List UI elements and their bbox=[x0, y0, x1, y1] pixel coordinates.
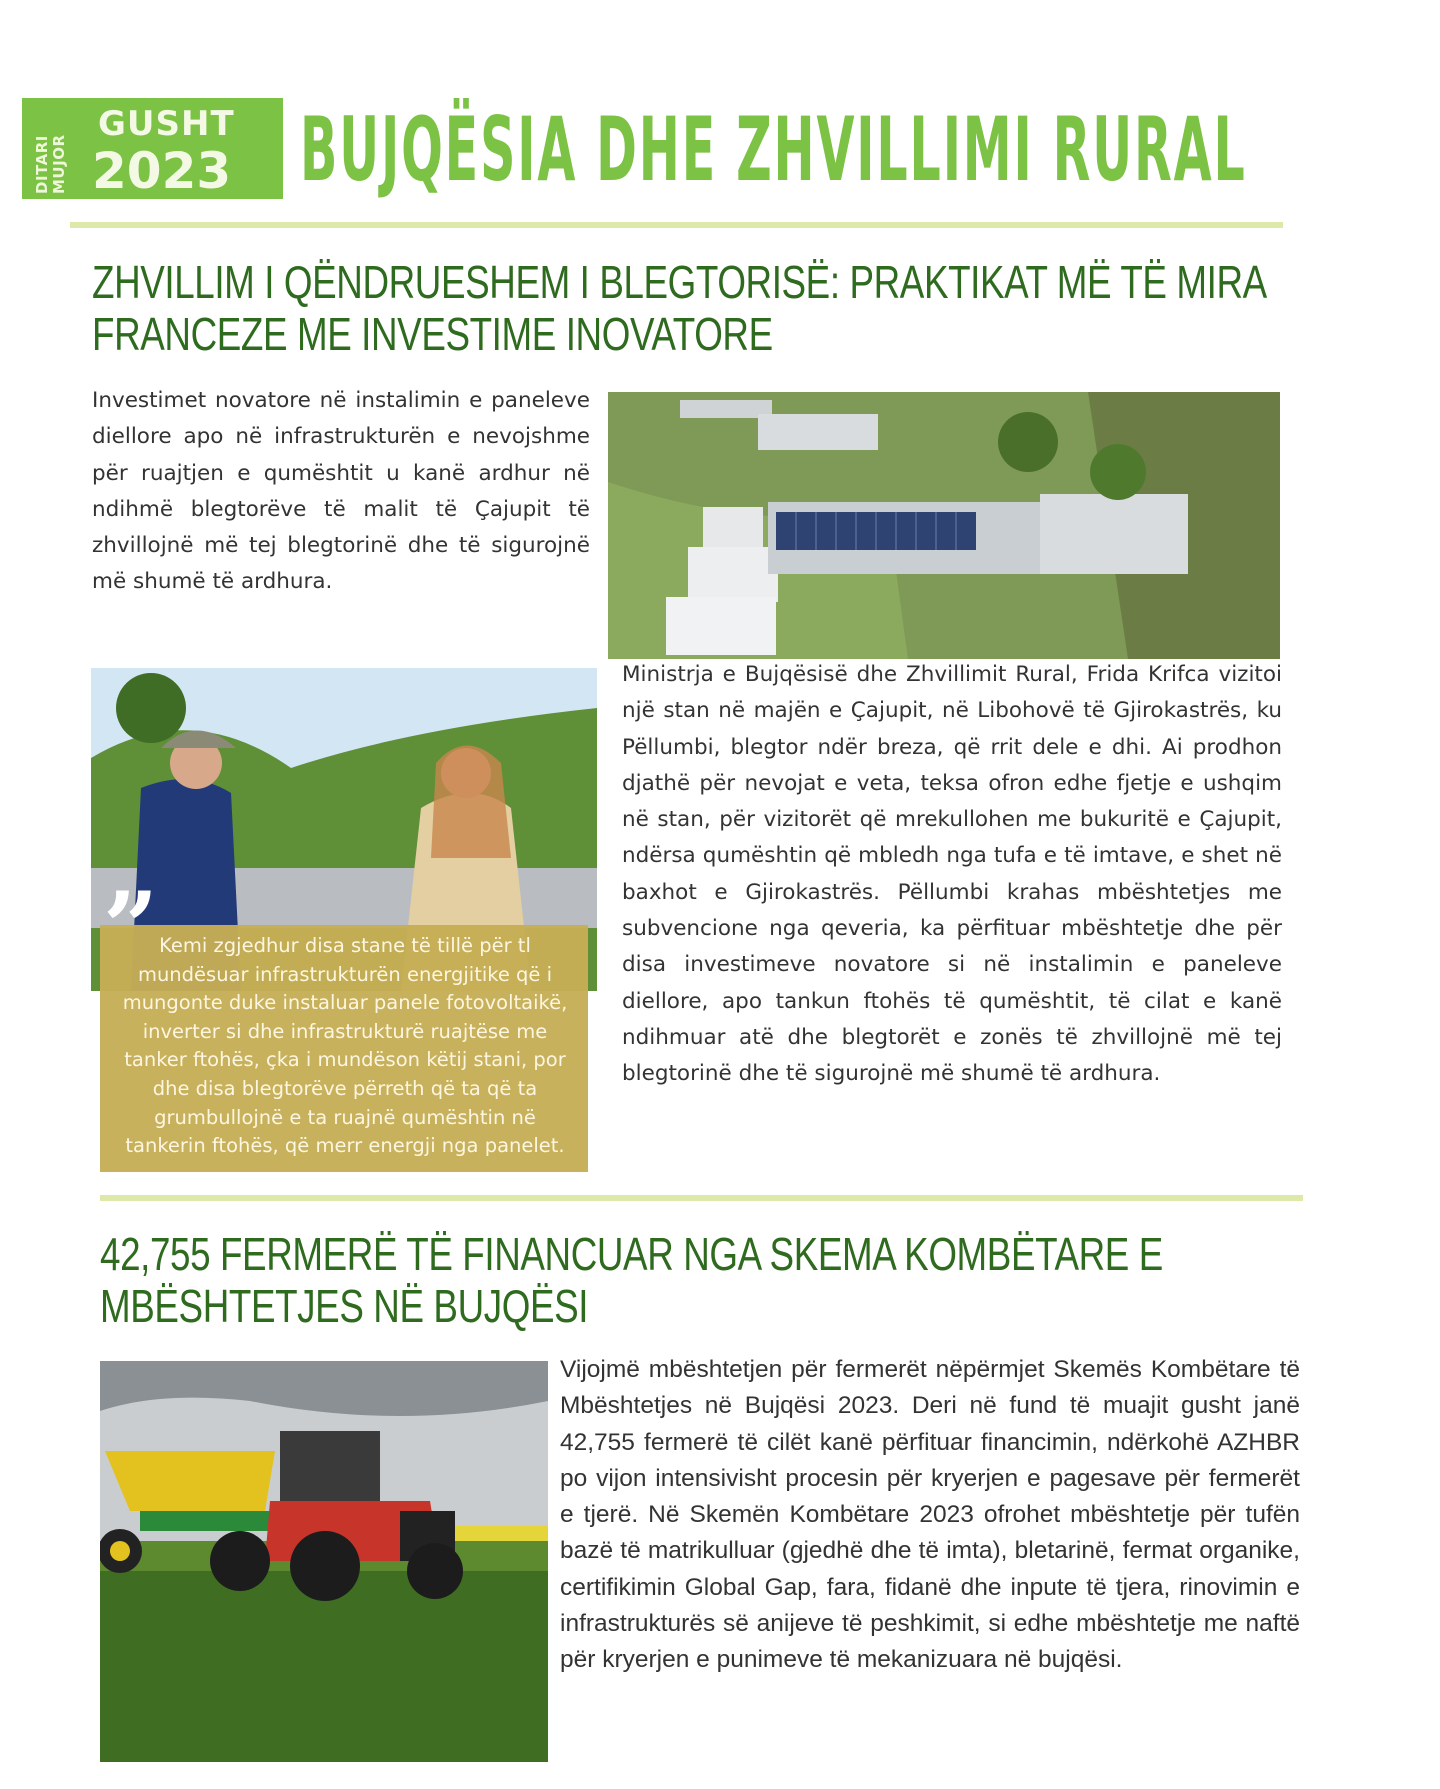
vertical-label-ditari: DITARI bbox=[33, 135, 51, 194]
section-divider bbox=[100, 1195, 1303, 1201]
farm-photo-illustration bbox=[608, 392, 1280, 659]
issue-year: 2023 bbox=[92, 142, 232, 200]
vertical-label-mujor: MUJOR bbox=[50, 134, 68, 194]
article1-title bbox=[92, 256, 1267, 360]
section-title: BUJQËSIA DHE ZHVILLIMI RURAL bbox=[300, 98, 1247, 201]
aerial-farm-photo bbox=[608, 392, 1280, 659]
tractor-photo bbox=[100, 1361, 548, 1762]
article2-body: Vijojmë mbështetjen për fermerët nëpërmjet Skemës Kombëtare të Mbështetjes në Bujqësi 2023. Deri në fund të muajit gusht janë 42,755 fermerë të cilët kanë përfituar financimin, ndërkohë AZHBR po vijon intensivisht procesin për kryerjen e pagesave për fermerët e tjerë. Në Skemën Kombëtare 2023 ofrohet mbështetje për tufën bazë të matrikulluar (gjedhë dhe të imta), bletarinë, fermat organike, certifikimin Global Gap, fara, fidanë dhe inpute të tjera, rinovimin e infrastrukturës së anijeve të peshkimit, si edhe mbështetje me naftë për kryerjen e punimeve të mekanizuara në bujqësi. bbox=[560, 1356, 1300, 1674]
article2-title-line2: MBËSHTETJES NË BUJQËSI bbox=[100, 1280, 589, 1332]
article1-body: Ministrja e Bujqësisë dhe Zhvillimit Rural, Frida Krifca vizitoi një stan në majën e Çajupit, në Libohovë të Gjirokastrës, ku Pëllumbi, blegtor ndër breza, që rrit dele e dhi. Ai prodhon djathë për nevojat e veta, teksa ofron edhe fjetje e ushqim në stan, për vizitorët që mrekullohen me bukuritë e Çajupit, ndërsa qumështin që mbledh nga tufa e të imtave, e shet në baxhot e Gjirokastrës. Pëllumbi krahas mbështetjes me subvencione nga qeveria, ka përfituar mbështetje dhe për disa investimeve novatore si në instalimin e paneleve diellore, apo tankun ftohës të qumështit, të cilat e kanë ndihmuar atë dhe blegtorët e zonës të zhvillojnë më tej blegtorinë dhe të sigurojnë më shumë të ardhura. bbox=[622, 662, 1282, 1087]
quote-text: Kemi zgjedhur disa stane të tillë për tl mundësuar infrastrukturën energjitike që i mungonte duke instaluar panele fotovoltaikë, inverter si dhe infrastrukturë ruajtëse me tanker ftohës, çka i mundëson këtij stani, por dhe disa blegtorëve përreth që ta që ta grumbullojnë e ta ruajnë qumështin në tankerin ftohës, që merr energji nga panelet. bbox=[122, 934, 568, 1158]
section-divider bbox=[70, 222, 1283, 228]
article2-title-line1: 42,755 FERMERË TË FINANCUAR NGA SKEMA KOMBËTARE E bbox=[100, 1228, 1163, 1280]
quote-mark-icon: ” bbox=[103, 871, 153, 984]
article1-title-line2: FRANCEZE ME INVESTIME INOVATORE bbox=[92, 308, 773, 360]
article1-intro: Investimet novatore në instalimin e paneleve diellore apo në infrastrukturën e nevojshme për ruajtjen e qumështit u kanë ardhur në ndihmë blegtorëve të malit të Çajupit të zhvillojnë më tej blegtorinë dhe të sigurojnë më shumë të ardhura. bbox=[92, 388, 590, 595]
tractor-photo-illustration bbox=[100, 1361, 548, 1762]
issue-month: GUSHT bbox=[98, 104, 235, 144]
issue-vertical-label bbox=[34, 110, 82, 192]
article2-title bbox=[100, 1228, 1163, 1332]
article1-title-line1: ZHVILLIM I QËNDRUESHEM I BLEGTORISË: PRAKTIKAT MË TË MIRA bbox=[92, 256, 1267, 308]
